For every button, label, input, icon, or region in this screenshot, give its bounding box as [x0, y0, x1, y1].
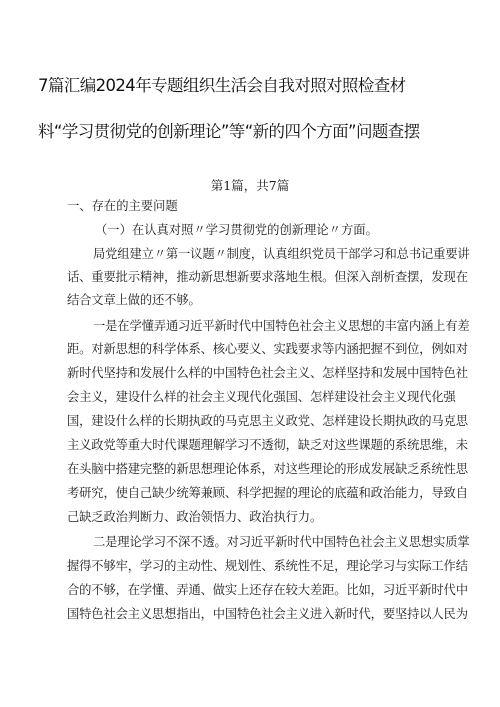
paragraph-line: 主义政党等重大时代课题理解学习不透彻，缺乏对这些课题的系统思维，未 [67, 438, 468, 452]
paragraph-line: 考研究，使自己缺少统筹兼顾、科学把握的理论的底蕴和政治能力，导致自 [67, 486, 468, 500]
paragraph-line: 局党组建立〃第一议题〃制度，认真组织党员干部学习和总书记重要讲 [93, 247, 470, 261]
paragraph-line: 二是理论学习不深不透。对习近平新时代中国特色社会主义思想实质掌 [93, 535, 470, 549]
document-title-line-1: 7篇汇编2024年专题组织生活会自我对照对照检查材 [38, 76, 406, 95]
paragraph-line: 己缺乏政治判断力、政治领悟力、政治执行力。 [67, 510, 323, 524]
subsection-heading: （一）在认真对照〃学习贯彻党的创新理论〃方面。 [95, 223, 378, 237]
paragraph-line: 话、重要批示精神，推动新思想新要求落地生根。但深入剖析查摆，发现在 [67, 270, 468, 284]
paragraph-line: 新时代坚持和发展什么样的中国特色社会主义、怎样坚持和发展中国特色社 [67, 366, 468, 380]
part-label: 第1篇，共7篇 [210, 178, 290, 193]
document-title-line-2: 料“学习贯彻党的创新理论”等“新的四个方面”问题查摆 [38, 122, 420, 141]
paragraph-line: 会主义，建设什么样的社会主义现代化强国、怎样建设社会主义现代化强 [67, 390, 456, 404]
paragraph-line: 国特色社会主义思想指出，中国特色社会主义进入新时代，要坚持以人民为 [67, 607, 468, 621]
paragraph-line: 距。对新思想的科学体系、核心要义、实践要求等内涵把握不到位，例如对 [67, 342, 468, 356]
paragraph-line: 结合文章上做的还不够。 [67, 293, 201, 307]
paragraph-line: 一是在学懂弄通习近平新时代中国特色社会主义思想的丰富内涵上有差 [93, 319, 470, 333]
paragraph-line: 握得不够牢，学习的主动性、规划性、系统性不足，理论学习与实际工作结 [67, 559, 468, 573]
paragraph-line: 在头脑中搭建完整的新思想理论体系，对这些理论的形成发展缺乏系统性思 [67, 462, 468, 476]
paragraph-line: 合的不够，在学懂、弄通、做实上还存在较大差距。比如，习近平新时代中 [67, 583, 468, 597]
section-heading: 一、存在的主要问题 [67, 199, 178, 213]
paragraph-line: 国，建设什么样的长期执政的马克思主义政党、怎样建设长期执政的马克思 [67, 414, 468, 428]
